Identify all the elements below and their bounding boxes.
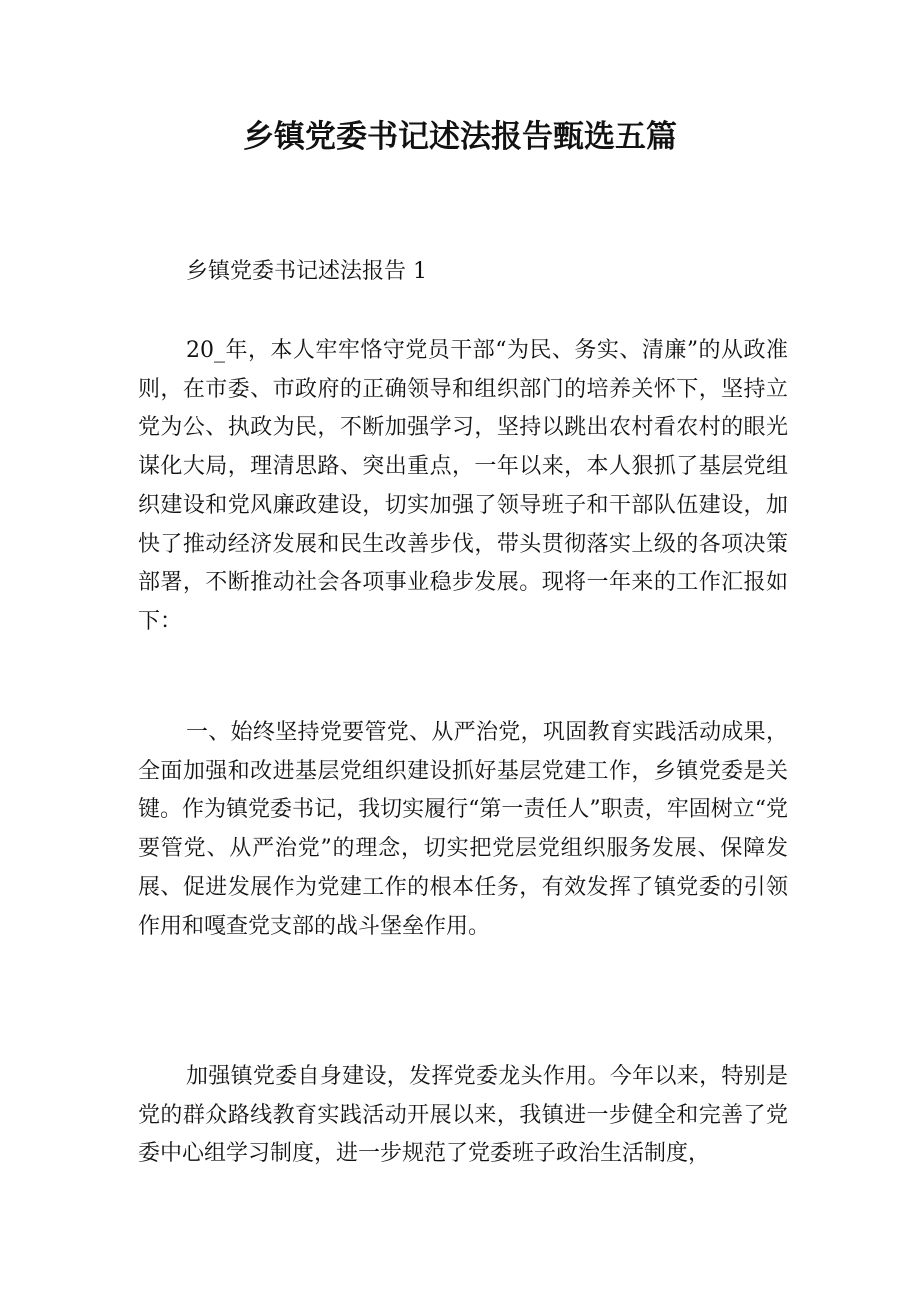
paragraph-section-one: 一、始终坚持党要管党、从严治党，巩固教育实践活动成果，全面加强和改进基层党组织建设抓好基层党建工作，乡镇党委是关键。作为镇党委书记，我切实履行“第一责任人”职责，牢固树立“党要管党、从严治党”的理念，切实把党层党组织服务发展、保障发展、促进发展作为党建工作的根本任务，有效发挥了镇党委的引领作用和嘎查党支部的战斗堡垒作用。 xyxy=(138,720,788,939)
paragraph-intro: 20_年，本人牢牢恪守党员干部“为民、务实、清廉”的从政准则，在市委、市政府的正确领导和组织部门的培养关怀下，坚持立党为公、执政为民，不断加强学习，坚持以跳出农村看农村的眼光谋化大局，理清思路、突出重点，一年以来，本人狠抓了基层党组织建设和党风廉政建设，切实加强了领导班子和干部队伍建设，加快了推动经济发展和民生改善步伐，带头贯彻落实上级的各项决策部署，不断推动社会各项事业稳步发展。现将一年来的工作汇报如下： xyxy=(138,338,788,634)
document-title: 乡镇党委书记述法报告甄选五篇 xyxy=(243,119,677,155)
section-title: 乡镇党委书记述法报告 1 xyxy=(186,259,427,284)
paragraph-party-building: 加强镇党委自身建设，发挥党委龙头作用。今年以来，特别是党的群众路线教育实践活动开展以来，我镇进一步健全和完善了党委中心组学习制度，进一步规范了党委班子政治生活制度， xyxy=(138,1064,788,1167)
